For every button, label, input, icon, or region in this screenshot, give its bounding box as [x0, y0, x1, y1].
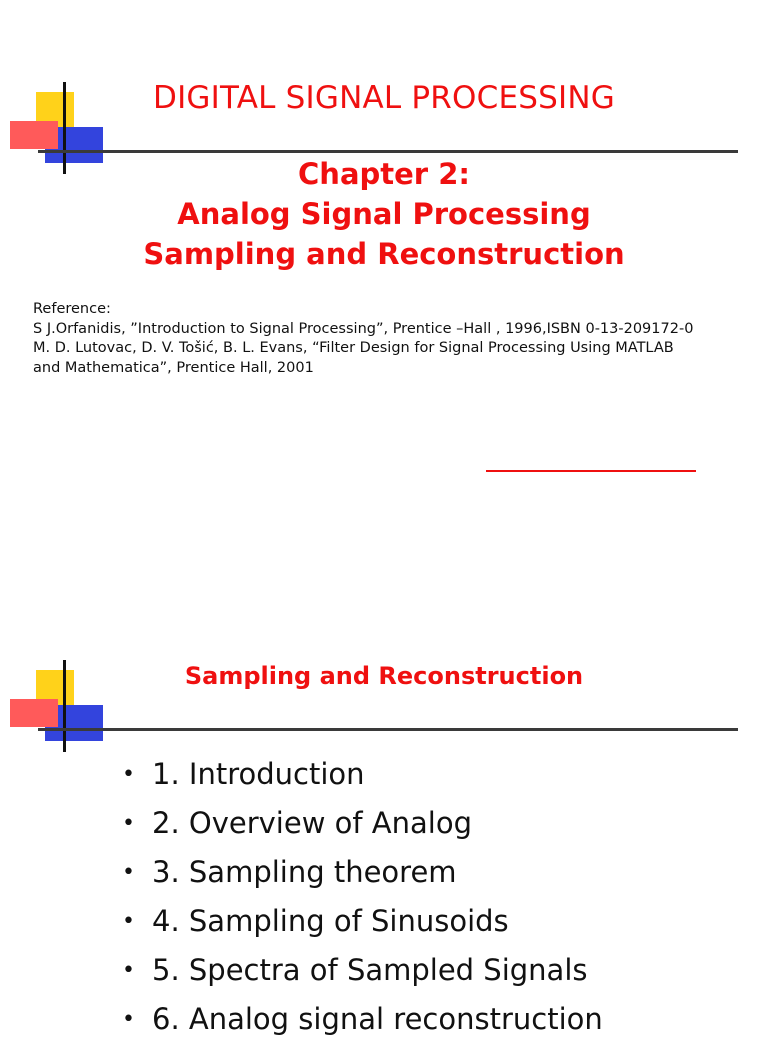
list-item [122, 750, 603, 799]
reference-line: M. D. Lutovac, D. V. Tošić, B. L. Evans, “Filter Design for Signal Processing Using MATLAB [33, 340, 674, 356]
reference-line: S J.Orfanidis, ”Introduction to Signal Processing”, Prentice –Hall , 1996,ISBN 0-13-209172-0 [33, 320, 694, 337]
bullet-icon: • [122, 958, 135, 983]
list-item-text: 3. Sampling theorem [152, 855, 457, 889]
chapter-heading [0, 154, 768, 274]
chapter-line: Chapter 2: [298, 157, 470, 191]
bullet-icon: • [122, 762, 135, 787]
bullet-icon: • [122, 860, 135, 885]
reference-line: and Mathematica”, Prentice Hall, 2001 [33, 359, 314, 376]
list-item-text: 1. Introduction [152, 757, 365, 791]
list-item-text: 2. Overview of Analog [152, 806, 473, 840]
slide-2 [0, 600, 768, 1036]
list-item-text: 6. Analog signal reconstruction [152, 1002, 603, 1036]
title-rule [38, 728, 738, 731]
reference-line: Reference: [33, 301, 111, 317]
bullet-icon: • [122, 1007, 135, 1032]
reference-block [33, 300, 753, 378]
list-item [122, 848, 603, 897]
list-item [122, 897, 603, 946]
page-title: DIGITAL SIGNAL PROCESSING [153, 80, 615, 116]
chapter-line: Sampling and Reconstruction [143, 237, 625, 271]
list-item [122, 995, 603, 1044]
list-item-text: 5. Spectra of Sampled Signals [152, 953, 588, 987]
list-item [122, 799, 603, 848]
contents-list [122, 750, 603, 1044]
logo-red-square [10, 699, 58, 727]
logo-red-square [10, 121, 58, 149]
section-title: Sampling and Reconstruction [184, 662, 584, 690]
bullet-icon: • [122, 909, 135, 934]
red-divider [486, 470, 696, 472]
title-rule [38, 150, 738, 153]
list-item-text: 4. Sampling of Sinusoids [152, 904, 509, 938]
bullet-icon: • [122, 811, 135, 836]
chapter-line: Analog Signal Processing [177, 197, 591, 231]
list-item [122, 946, 603, 995]
